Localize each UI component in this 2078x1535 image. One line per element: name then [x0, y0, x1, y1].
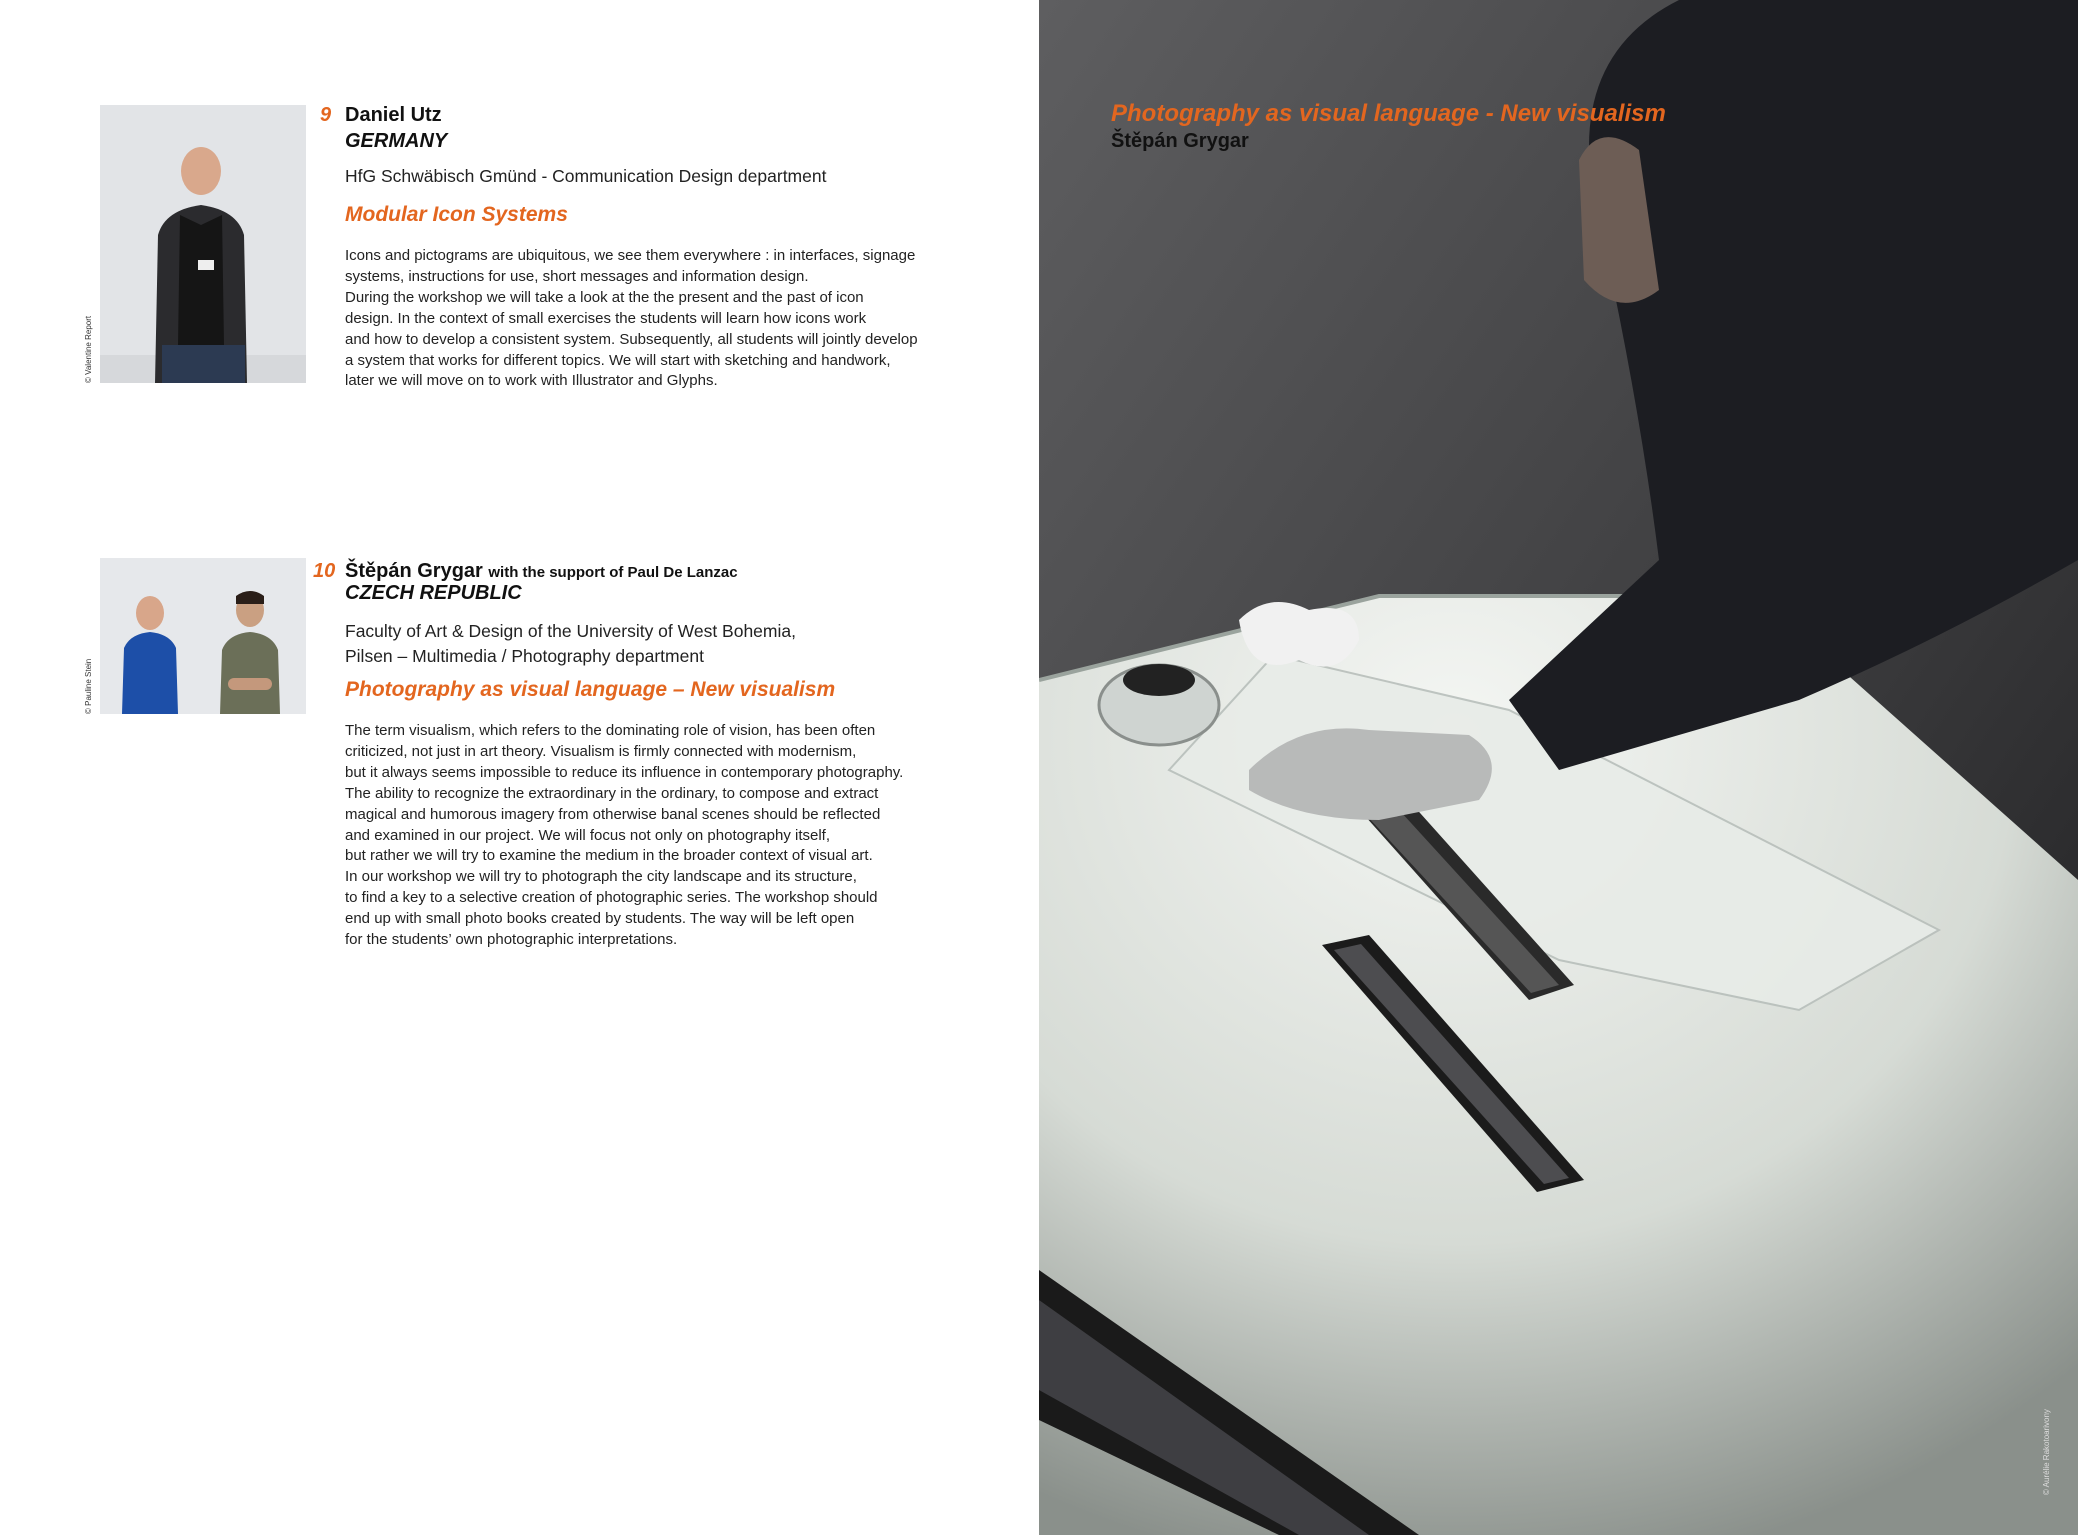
instructor-name [345, 104, 442, 127]
description-line: The term visualism, which refers to the dominating role of vision, has been often [345, 722, 876, 739]
institution-line: HfG Schwäbisch Gmünd - Communication Design department [345, 166, 827, 186]
project-description [345, 721, 903, 951]
description-line: and examined in our project. We will focus not only on photography itself, [345, 826, 830, 844]
description-line: end up with small photo books created by students. The way will be left open [345, 910, 855, 928]
lightbox-photo [1039, 0, 2078, 1535]
description-line: criticized, not just in art theory. Visualism is firmly connected with modernism, [345, 742, 857, 760]
portrait-daniel-utz [100, 105, 306, 383]
photo-credit: © Pauline Stein [84, 658, 93, 714]
entry-number: 9 [320, 104, 332, 126]
description-line: Icons and pictograms are ubiquitous, we see them everywhere : in interfaces, signage [345, 247, 916, 264]
institution-line: Faculty of Art & Design of the University of West Bohemia, [345, 621, 796, 641]
portrait-stepan-grygar [100, 558, 306, 714]
description-line: later we will move on to work with Illustrator and Glyphs. [345, 372, 718, 390]
photo-overlay-title: Photography as visual language - New visualism [1111, 100, 1666, 127]
description-line: systems, instructions for use, short messages and information design. [345, 267, 809, 285]
description-line: The ability to recognize the extraordinary in the ordinary, to compose and extract [345, 784, 879, 802]
description-line: but rather we will try to examine the medium in the broader context of visual art. [345, 847, 873, 865]
description-line: During the workshop we will take a look at the the present and the past of icon [345, 288, 864, 306]
description-line: a system that works for different topics. We will start with sketching and handwork, [345, 351, 891, 369]
right-page-photo [1039, 0, 2078, 1535]
project-title: Modular Icon Systems [345, 203, 568, 226]
institution-line: Pilsen – Multimedia / Photography department [345, 646, 704, 666]
photo-overlay-subtitle: Štěpán Grygar [1111, 130, 1249, 152]
project-title: Photography as visual language – New visualism [345, 678, 836, 701]
instructor-name-text: Štěpán Grygar [345, 560, 483, 582]
description-line: to find a key to a selective creation of photographic series. The workshop should [345, 889, 878, 907]
description-line: design. In the context of small exercises the students will learn how icons work [345, 309, 867, 327]
description-line: and how to develop a consistent system. Subsequently, all students will jointly develop [345, 330, 918, 348]
entry-number: 10 [313, 560, 336, 582]
description-line: In our workshop we will try to photograph the city landscape and its structure, [345, 868, 857, 886]
instructor-name [345, 560, 738, 583]
support-note: with the support of Paul De Lanzac [488, 564, 738, 581]
country: CZECH REPUBLIC [345, 582, 522, 604]
instructor-name-text: Daniel Utz [345, 104, 442, 126]
description-line: but it always seems impossible to reduce its influence in contemporary photography. [345, 763, 904, 781]
institution [345, 619, 796, 669]
photo-credit: © Aurélie Rakotoarivony [2042, 1409, 2051, 1495]
institution [345, 164, 826, 189]
photo-credit: © Valentine Report [84, 315, 93, 383]
project-description [345, 246, 918, 392]
description-line: magical and humorous imagery from otherwise banal scenes should be reflected [345, 805, 881, 823]
description-line: for the students’ own photographic interpretations. [345, 931, 678, 949]
country: GERMANY [345, 130, 448, 152]
